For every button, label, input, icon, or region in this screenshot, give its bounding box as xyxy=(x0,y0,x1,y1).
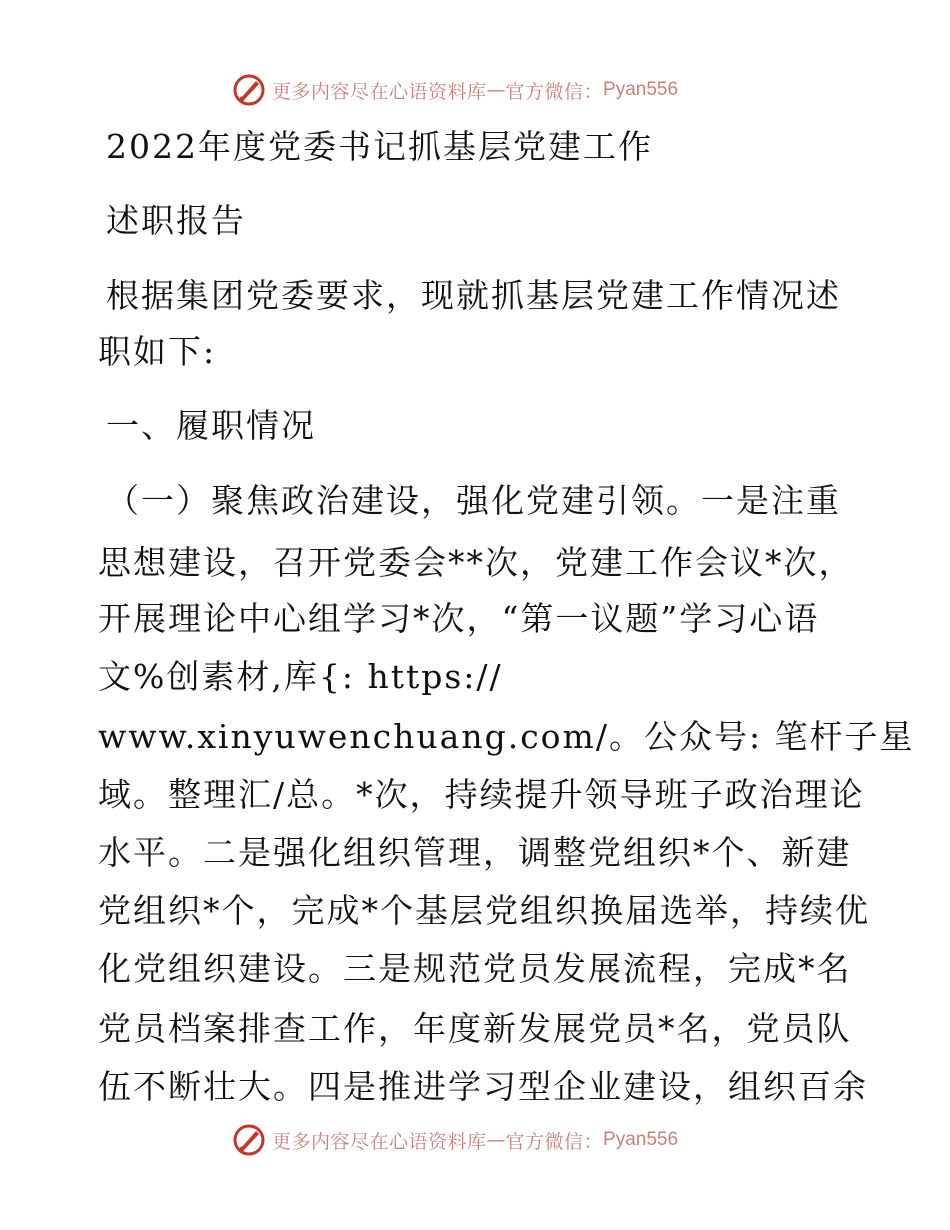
paragraph-line-1: （一）聚焦政治建设，强化党建引领。一是注重 xyxy=(106,481,841,520)
paragraph-line-3: 开展理论中心组学习*次，“第一议题”学习心语 xyxy=(98,599,820,638)
paragraph-line-5: www.xinyuwenchuang.com/。公众号: 笔杆子星 xyxy=(98,717,915,756)
paragraph-line-7: 水平。二是强化组织管理，调整党组织*个、新建 xyxy=(98,833,852,872)
intro-line-1: 根据集团党委要求，现就抓基层党建工作情况述 xyxy=(106,276,841,315)
watermark-text: 更多内容尽在心语资料库 xyxy=(272,1130,487,1153)
document-title-line-2: 述职报告 xyxy=(106,201,246,240)
watermark-wechat-id: Pyan556 xyxy=(603,79,679,100)
brush-logo-icon xyxy=(232,73,266,107)
paragraph-line-11: 伍不断壮大。四是推进学习型企业建设，组织百余 xyxy=(98,1067,868,1106)
paragraph-line-8: 党组织*个，完成*个基层党组织换届选举，持续优 xyxy=(98,891,870,930)
document-title-line-1: 2022年度党委书记抓基层党建工作 xyxy=(106,127,653,166)
watermark-wechat-label: 官方微信： xyxy=(505,1130,604,1153)
paragraph-line-4: 文%创素材,库{: https:// xyxy=(98,657,503,696)
paragraph-line-9: 化党组织建设。三是规范党员发展流程，完成*名 xyxy=(98,949,852,988)
header-watermark xyxy=(232,70,678,110)
watermark-wechat-label: 官方微信： xyxy=(505,80,604,103)
paragraph-line-2: 思想建设，召开党委会**次，党建工作会议*次， xyxy=(98,543,854,582)
watermark-separator: — xyxy=(486,79,506,101)
watermark-separator: — xyxy=(486,1129,506,1151)
watermark-wechat-id: Pyan556 xyxy=(603,1129,679,1150)
paragraph-line-10: 党员档案排查工作，年度新发展党员*名，党员队 xyxy=(98,1009,852,1048)
intro-line-2: 职如下: xyxy=(98,332,217,371)
watermark-text: 更多内容尽在心语资料库 xyxy=(272,80,487,103)
section-heading: 一、履职情况 xyxy=(106,406,316,445)
brush-logo-icon xyxy=(232,1123,266,1157)
paragraph-line-6: 域。整理汇/总。*次，持续提升领导班子政治理论 xyxy=(98,775,865,814)
footer-watermark xyxy=(232,1120,678,1160)
